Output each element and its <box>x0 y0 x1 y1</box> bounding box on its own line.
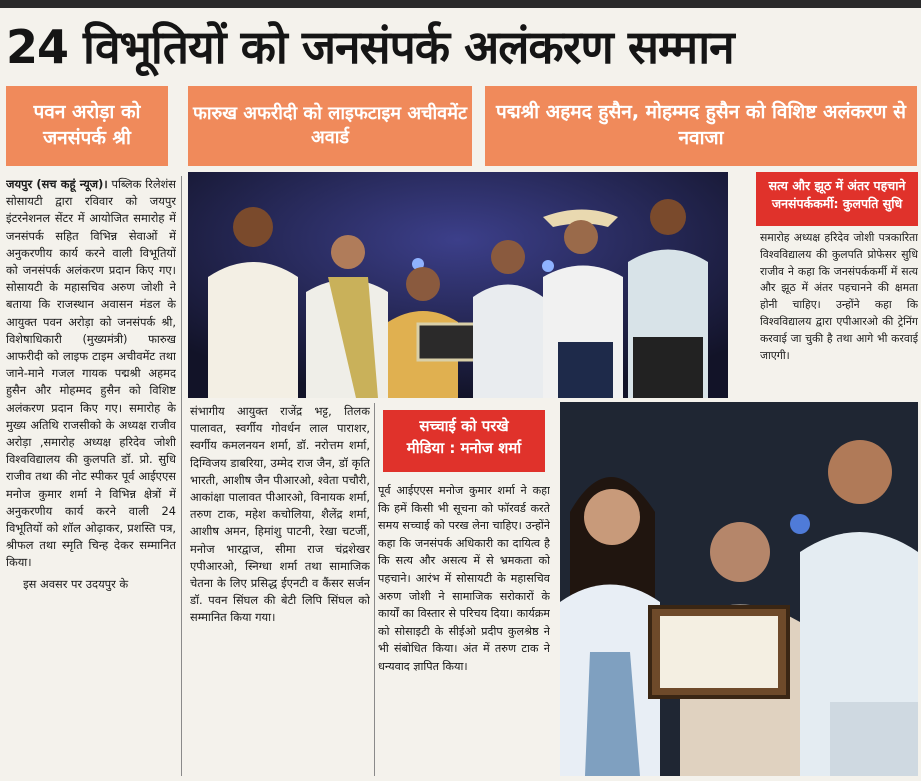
truth-box-title <box>756 172 918 226</box>
headline: 24 विभूतियों को जनसंपर्क अलंकरण सम्मान <box>6 20 734 74</box>
subhead-middle: फारुख अफरीदी को लाइफटाइम अचीवमेंट अवार्ड <box>188 86 472 166</box>
media-box-text: पूर्व आईएएस मनोज कुमार शर्मा ने कहा कि हमें किसी भी सूचना को फॉरवर्ड करते समय सच्चाई को परख लेना चाहिए। उन्होंने कहा कि जनसंपर्क अधिकारी का दायित्व है कि सत्य और असत्य में से भ्रमकता को पहचाने। आरंभ में सोसायटी के महासचिव अरुण जोशी ने सामाजिक सरोकारों के कार्यों का विस्तार से परिचय दिया। कार्यक्रम को सोसाइटी के सीईओ प्रदीप कुलश्रेष्ठ ने भी संबोधित किया। अंत में तरुण टाक ने धन्यवाद ज्ञापित किया। <box>378 484 550 673</box>
top-rule <box>0 0 921 8</box>
article-column-2: संभागीय आयुक्त राजेंद्र भट्ट, तिलक पालावत, स्वर्गीय गोवर्धन लाल पाराशर, स्वर्गीय कमलनयन शर्मा, डॉ. नरोत्तम शर्मा, दिग्विजय डाबरिया, उम्मेद राज जैन, डॉ कृति भारती, आशीष जैन पीआरओ, श्वेता पचौरी, आकांक्षा पालावत पीआरओ, विनायक शर्मा, तरुण टाक, महेश कचोलिया, शैलेंद्र शर्मा, आशीष अमन, हिमांशु पाटनी, रेखा चटर्जी, मनोज भारद्वाज, सीमा राज चंद्रशेखर एपीआरओ, स्निग्धा शर्मा तथा सामाजिक चेतना के लिए प्रसिद्ध ईएनटी व कैंसर सर्जन डॉ. पवन सिंघल की बेटी लिपि सिंघल को सम्मानित किया गया। <box>190 404 370 625</box>
column-1-last-line: इस अवसर पर उदयपुर के <box>23 576 129 591</box>
media-box-title-line1: सच्चाई को परखे <box>419 417 509 435</box>
dateline: जयपुर (सच कहूं न्यूज)। <box>6 177 108 191</box>
truth-box-title-line1: सत्य और झूठ में अंतर पहचाने <box>768 178 906 193</box>
column-divider <box>181 176 182 776</box>
media-box-title-line2: मीडिया : मनोज शर्मा <box>406 438 522 457</box>
group-award-photo <box>188 172 728 398</box>
truth-box-title-line2: जनसंपर्ककर्मी: कुलपति सुधि <box>771 196 903 212</box>
column-divider <box>374 403 375 776</box>
media-box-title <box>383 410 545 472</box>
article-column-1 <box>6 176 176 781</box>
subhead-left: पवन अरोड़ा को जनसंपर्क श्री <box>6 86 168 166</box>
column-1-text: पब्लिक रिलेशंस सोसायटी द्वारा रविवार को जयपुर इंटरनेशनल सेंटर में आयोजित समारोह में जनसंपर्क सहित विभिन्न सेवाओं में अनुकरणीय कार्य करने वाली विभूतियों को जनसंपर्क अलंकरण प्रदान किए गए। सोसायटी के महासचिव अरुण जोशी ने बताया कि राजस्थान अवासन मंडल के आयुक्त पवन अरोड़ा को जनसंपर्क श्री, विशेषाधिकारी (मुख्यमंत्री) फारुख आफरीदी को लाइफ टाइम अचीवमेंट तथा जाने-माने गजल गायक पद्मश्री अहमद हुसैन और मोहम्मद हुसैन को विशिष्ट अलंकरण प्रदान किए गए। समारोह के मुख्य अतिथि राजसीको के अध्यक्ष राजीव अरोड़ा ,समारोह अध्यक्ष हरिदेव जोशी विश्वविद्यालय की कुलपति डॉ. प्रो. सुधि राजीव तथा की नोट स्पीकर पूर्व आईएएस मनोज कुमार शर्मा ने विभिन्न क्षेत्रों में अनुकरणीय कार्य करने वाली 24 विभूतियों को शॉल ओढ़ाकर, प्रशस्ति पत्र, श्रीफल तथा स्मृति चिन्ह देकर सम्मानित किया। <box>6 177 176 570</box>
subhead-right: पद्मश्री अहमद हुसैन, मोहम्मद हुसैन को विशिष्ट अलंकरण से नवाजा <box>485 86 917 166</box>
award-presentation-photo <box>560 402 918 776</box>
truth-box-text: समारोह अध्यक्ष हरिदेव जोशी पत्रकारिता विश्वविद्यालय की कुलपति प्रोफेसर सुधि राजीव ने कहा कि जनसंपर्ककर्मी में सत्य और झूठ में अंतर पहचानने की क्षमता होनी चाहिए। उन्होंने कहा कि विश्वविद्यालय द्वारा एपीआरओ की ट्रेनिंग करवाई जा चुकी है तथा आगे भी करवाई जाएगी। <box>760 231 918 362</box>
